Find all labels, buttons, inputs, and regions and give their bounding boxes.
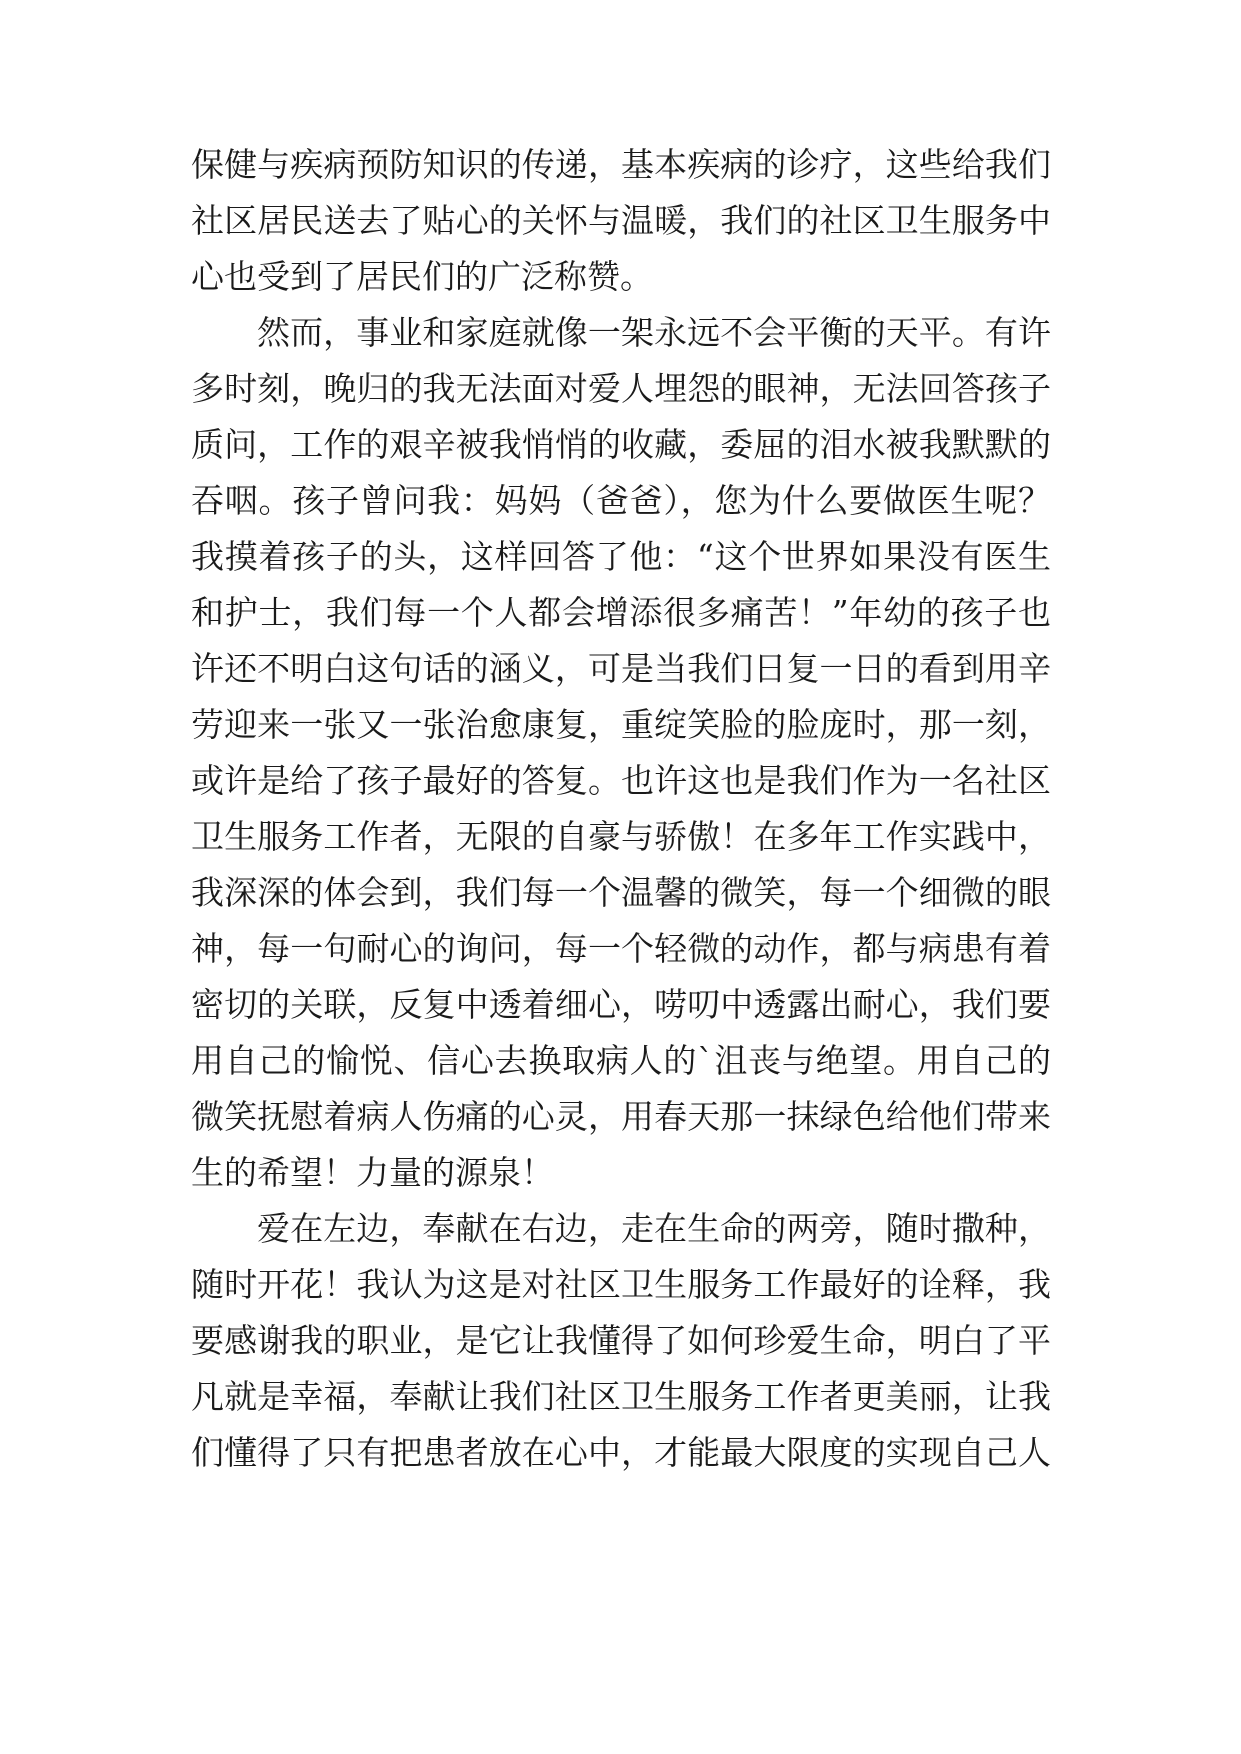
- text-line: 和护士，我们每一个人都会增添很多痛苦！”年幼的孩子也: [191, 593, 1051, 632]
- text-line: 保健与疾病预防知识的传递，基本疾病的诊疗，这些给我们: [191, 145, 1051, 184]
- text-line: 凡就是幸福，奉献让我们社区卫生服务工作者更美丽，让我: [191, 1377, 1051, 1416]
- text-line: 我深深的体会到，我们每一个温馨的微笑，每一个细微的眼: [191, 873, 1051, 912]
- text-line: 多时刻，晚归的我无法面对爱人埋怨的眼神，无法回答孩子: [191, 369, 1051, 408]
- text-line: 微笑抚慰着病人伤痛的心灵，用春天那一抹绿色给他们带来: [191, 1097, 1051, 1136]
- text-line: 生的希望！力量的源泉！: [191, 1153, 554, 1192]
- paragraph-first-line: 爱在左边，奉献在右边，走在生命的两旁，随时撒种，: [257, 1209, 1051, 1248]
- text-line: 质问，工作的艰辛被我悄悄的收藏，委屈的泪水被我默默的: [191, 425, 1051, 464]
- text-line: 我摸着孩子的头，这样回答了他：“这个世界如果没有医生: [191, 537, 1051, 576]
- paragraph-first-line: 然而，事业和家庭就像一架永远不会平衡的天平。有许: [257, 313, 1051, 352]
- text-line: 密切的关联，反复中透着细心，唠叨中透露出耐心，我们要: [191, 985, 1051, 1024]
- text-line: 用自己的愉悦、信心去换取病人的`沮丧与绝望。用自己的: [191, 1041, 1051, 1080]
- text-line: 要感谢我的职业，是它让我懂得了如何珍爱生命，明白了平: [191, 1321, 1051, 1360]
- text-line: 心也受到了居民们的广泛称赞。: [191, 257, 653, 296]
- text-line: 卫生服务工作者，无限的自豪与骄傲！在多年工作实践中，: [191, 817, 1051, 856]
- text-line: 神，每一句耐心的询问，每一个轻微的动作，都与病患有着: [191, 929, 1051, 968]
- text-line: 劳迎来一张又一张治愈康复，重绽笑脸的脸庞时，那一刻，: [191, 705, 1051, 744]
- text-line: 吞咽。孩子曾问我：妈妈（爸爸），您为什么要做医生呢？: [191, 481, 1051, 520]
- text-line: 或许是给了孩子最好的答复。也许这也是我们作为一名社区: [191, 761, 1051, 800]
- text-line: 们懂得了只有把患者放在心中，才能最大限度的实现自己人: [191, 1433, 1051, 1472]
- text-line: 随时开花！我认为这是对社区卫生服务工作最好的诠释，我: [191, 1265, 1051, 1304]
- text-line: 许还不明白这句话的涵义，可是当我们日复一日的看到用辛: [191, 649, 1051, 688]
- text-line: 社区居民送去了贴心的关怀与温暖，我们的社区卫生服务中: [191, 201, 1051, 240]
